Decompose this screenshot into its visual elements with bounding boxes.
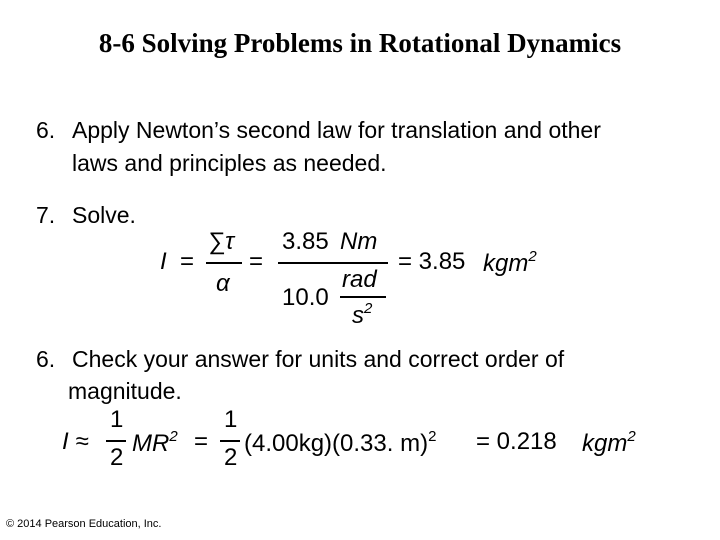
eq2-frac-denominator: 2 bbox=[110, 444, 124, 471]
eq2-term-exponent: 2 bbox=[169, 428, 178, 445]
eq2-frac-bar bbox=[106, 440, 126, 442]
eq2-lhs: I ≈ bbox=[62, 428, 89, 455]
slide-title: 8-6 Solving Problems in Rotational Dynamics bbox=[98, 28, 622, 58]
eq2-frac2-denominator: 2 bbox=[224, 444, 238, 471]
eq2-kgm: kgm bbox=[582, 430, 628, 457]
step-number: 6. bbox=[36, 346, 56, 372]
eq2-result-exponent: 2 bbox=[627, 428, 636, 445]
step-line-2: laws and principles as needed. bbox=[72, 150, 387, 176]
copyright-footer: © 2014 Pearson Education, Inc. bbox=[6, 518, 162, 530]
step-line-1: Apply Newton’s second law for translation and other bbox=[72, 117, 601, 143]
eq1-equals-sign-2: = bbox=[249, 248, 264, 275]
eq1-result-value: = 3.85 bbox=[398, 248, 466, 275]
step-number: 6. bbox=[36, 117, 56, 143]
eq2-result-unit bbox=[582, 428, 636, 458]
step-line-2: magnitude. bbox=[68, 378, 182, 404]
eq2-frac-numerator: 1 bbox=[110, 406, 124, 433]
eq1-kgm: kgm bbox=[483, 250, 529, 277]
eq2-result: = 0.218 bbox=[476, 428, 557, 455]
eq1-equals-sign: = bbox=[180, 248, 195, 275]
eq2-mr: MR bbox=[132, 430, 170, 457]
eq1-frac2-num-value: 3.85 bbox=[282, 228, 329, 255]
eq2-equals-sign: = bbox=[194, 428, 209, 455]
eq2-expr: (4.00kg)(0.33. m) bbox=[244, 430, 429, 457]
eq1-s: s bbox=[352, 302, 364, 329]
eq1-lhs: I bbox=[160, 248, 167, 275]
eq1-result-exponent: 2 bbox=[528, 248, 537, 265]
step-number: 7. bbox=[36, 202, 56, 228]
eq2-term bbox=[132, 428, 178, 458]
eq1-frac1-numerator: ∑τ bbox=[208, 228, 235, 255]
eq1-s-exponent: 2 bbox=[364, 300, 373, 317]
eq1-frac2-den-unit-num: rad bbox=[342, 266, 377, 293]
step-line-1: Check your answer for units and correct order of bbox=[72, 346, 565, 372]
step-line-1: Solve. bbox=[72, 202, 136, 228]
eq2-frac2-bar bbox=[220, 440, 240, 442]
eq2-frac2-numerator: 1 bbox=[224, 406, 238, 433]
eq1-frac2-den-value: 10.0 bbox=[282, 284, 329, 311]
eq2-expr-exponent: 2 bbox=[428, 428, 437, 445]
eq2-expression bbox=[244, 428, 436, 458]
eq1-frac2-num-unit: Nm bbox=[340, 228, 378, 255]
eq1-frac1-denominator: α bbox=[216, 270, 230, 297]
